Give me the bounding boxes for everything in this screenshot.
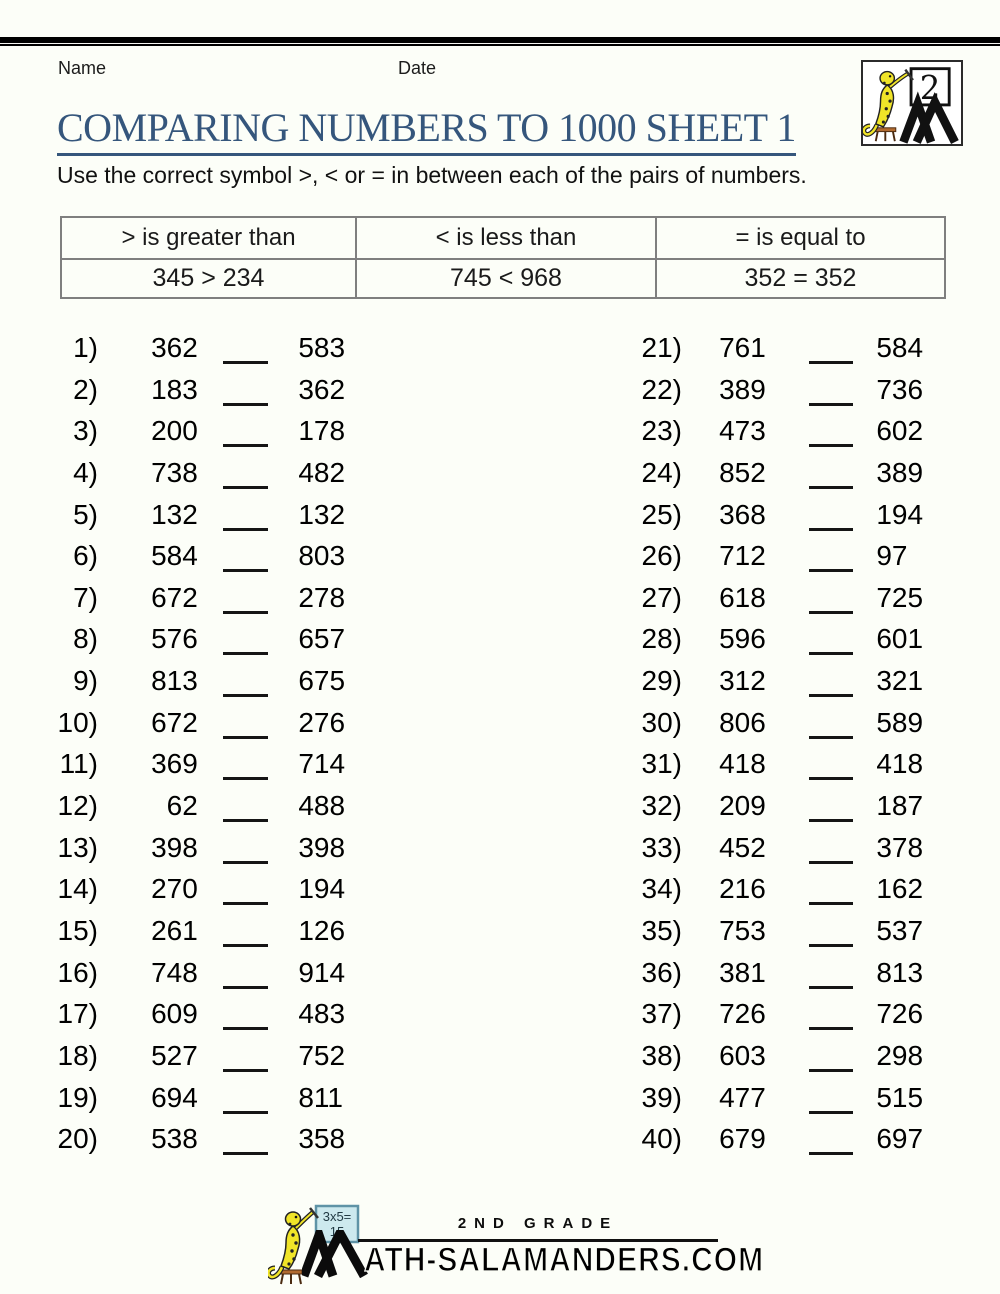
first-number: 183 (151, 373, 198, 405)
problem-row (38, 785, 345, 827)
answer-blank-line (223, 999, 268, 1030)
second-number: 697 (876, 1123, 924, 1155)
problem-number-label: 34) (641, 873, 682, 905)
problem-row (622, 827, 923, 869)
first-number: 538 (151, 1123, 198, 1155)
problem-row (38, 910, 345, 952)
first-number: 368 (719, 498, 766, 530)
first-number: 398 (151, 831, 198, 863)
grade-2-logo (861, 60, 963, 146)
second-number: 736 (876, 373, 924, 405)
second-number: 298 (876, 1039, 924, 1071)
problem-row (622, 868, 923, 910)
answer-blank-line (809, 500, 853, 531)
problem-number-label: 30) (641, 706, 682, 738)
instruction-text: Use the correct symbol >, < or = in between each of the pairs of numbers. (57, 162, 807, 188)
answer-blank-line (223, 916, 268, 947)
second-number: 601 (876, 623, 924, 655)
first-number: 761 (719, 332, 766, 363)
problem-row (622, 1035, 923, 1077)
answer-blank-line (809, 958, 853, 989)
first-number: 738 (151, 456, 198, 488)
footer-m-letter-icon (302, 1230, 368, 1278)
first-number: 726 (719, 998, 766, 1030)
problem-number-label: 16) (57, 956, 98, 988)
answer-blank-line (223, 749, 268, 780)
problem-number-label: 10) (57, 706, 98, 738)
problem-row (38, 743, 345, 785)
problem-row (622, 369, 923, 411)
answer-blank-line (223, 1041, 268, 1072)
problem-row (622, 993, 923, 1035)
name-field-label: Name (58, 58, 107, 78)
answer-blank-line (809, 708, 853, 739)
second-number: 714 (298, 748, 346, 780)
answer-blank-line (809, 624, 853, 655)
problem-row (38, 535, 345, 577)
problem-row (622, 660, 923, 702)
first-number: 618 (719, 581, 766, 613)
problem-number-label: 11) (59, 748, 98, 780)
second-number: 276 (298, 706, 346, 738)
problem-number-label: 9) (73, 665, 98, 697)
problem-row (38, 1118, 345, 1160)
second-number: 278 (298, 581, 346, 613)
problem-row (622, 494, 923, 536)
problem-number-label: 15) (57, 914, 98, 946)
problem-row (622, 702, 923, 744)
second-number: 725 (876, 581, 924, 613)
page-title-text: COMPARING NUMBERS TO 1000 SHEET 1 (57, 104, 796, 156)
footer-sign-line2: 15 (329, 1224, 345, 1239)
problem-row (38, 1077, 345, 1119)
problem-row (38, 868, 345, 910)
second-number: 482 (298, 456, 346, 488)
footer-sign-line1: 3x5= (322, 1209, 352, 1224)
problem-number-label: 28) (641, 623, 682, 655)
date-field-label: Date (398, 58, 437, 78)
first-number: 261 (151, 914, 198, 946)
problem-number-label: 31) (641, 748, 682, 780)
legend-example-row (61, 259, 945, 298)
problem-row (622, 952, 923, 994)
problem-row (622, 535, 923, 577)
answer-blank-line (223, 541, 268, 572)
first-number: 694 (151, 1081, 198, 1113)
example-less-than: 745 < 968 (356, 259, 656, 298)
second-number: 811 (298, 1081, 343, 1113)
problem-number-label: 21) (641, 332, 682, 363)
answer-blank-line (223, 833, 268, 864)
example-greater-than: 345 > 234 (61, 259, 356, 298)
problem-number-label: 18) (57, 1039, 98, 1071)
problem-number-label: 1) (73, 332, 98, 363)
answer-blank-line (809, 999, 853, 1030)
footer-site-name: ATH-SALAMANDERS.COM (364, 1241, 765, 1279)
problem-number-label: 26) (641, 540, 682, 572)
answer-blank-line (809, 666, 853, 697)
problem-row (38, 410, 345, 452)
answer-blank-line (809, 541, 853, 572)
first-number: 312 (719, 665, 766, 697)
second-number: 584 (876, 332, 924, 363)
problem-row (38, 452, 345, 494)
first-number: 418 (719, 748, 766, 780)
answer-blank-line (809, 791, 853, 822)
problem-number-label: 5) (73, 498, 98, 530)
second-number: 358 (298, 1123, 346, 1155)
problem-row (38, 827, 345, 869)
first-number: 362 (151, 332, 198, 363)
answer-blank-line (223, 500, 268, 531)
answer-blank-line (809, 583, 853, 614)
problem-row (622, 743, 923, 785)
problem-number-label: 6) (73, 540, 98, 572)
first-number: 813 (151, 665, 198, 697)
problem-row (622, 618, 923, 660)
second-number: 914 (298, 956, 346, 988)
answer-blank-line (809, 1083, 853, 1114)
first-number: 852 (719, 456, 766, 488)
first-number: 209 (719, 790, 766, 822)
second-number: 752 (298, 1039, 346, 1071)
answer-blank-line (223, 1124, 268, 1155)
first-number: 576 (151, 623, 198, 655)
second-number: 187 (876, 790, 924, 822)
first-number: 712 (719, 540, 766, 572)
problems-column-left (38, 327, 345, 1160)
first-number: 369 (151, 748, 198, 780)
problem-number-label: 19) (57, 1081, 98, 1113)
legend-equal-to: = is equal to (656, 217, 945, 259)
problem-number-label: 25) (641, 498, 682, 530)
problem-number-label: 2) (73, 373, 98, 405)
answer-blank-line (809, 1124, 853, 1155)
first-number: 748 (151, 956, 198, 988)
problem-row (38, 952, 345, 994)
second-number: 726 (876, 998, 924, 1030)
answer-blank-line (809, 458, 853, 489)
logo-m-letter (903, 102, 954, 142)
answer-blank-line (223, 791, 268, 822)
first-number: 672 (151, 706, 198, 738)
answer-blank-line (809, 749, 853, 780)
answer-blank-line (223, 458, 268, 489)
legend-header-row (61, 217, 945, 259)
first-number: 200 (151, 415, 198, 447)
problems-column-right (622, 327, 923, 1160)
problem-number-label: 12) (57, 790, 98, 822)
first-number: 609 (151, 998, 198, 1030)
problem-number-label: 22) (641, 373, 682, 405)
problem-number-label: 36) (641, 956, 682, 988)
second-number: 483 (298, 998, 346, 1030)
second-number: 657 (298, 623, 346, 655)
answer-blank-line (223, 583, 268, 614)
answer-blank-line (223, 1083, 268, 1114)
first-number: 477 (719, 1081, 766, 1113)
second-number: 488 (298, 790, 346, 822)
problem-row (38, 1035, 345, 1077)
first-number: 62 (166, 790, 198, 822)
problem-number-label: 4) (73, 456, 98, 488)
problem-number-label: 23) (641, 415, 682, 447)
problem-number-label: 39) (641, 1081, 682, 1113)
first-number: 381 (719, 956, 766, 988)
second-number: 515 (876, 1081, 924, 1113)
problem-number-label: 17) (57, 998, 98, 1030)
problem-row (38, 702, 345, 744)
problem-number-label: 13) (57, 831, 98, 863)
first-number: 270 (151, 873, 198, 905)
first-number: 389 (719, 373, 766, 405)
answer-blank-line (223, 708, 268, 739)
problem-number-label: 29) (641, 665, 682, 697)
page-title (57, 104, 796, 156)
second-number: 194 (876, 498, 924, 530)
problem-number-label: 35) (641, 914, 682, 946)
problem-number-label: 40) (641, 1123, 682, 1155)
first-number: 806 (719, 706, 766, 738)
first-number: 584 (151, 540, 198, 572)
answer-blank-line (809, 375, 853, 406)
second-number: 321 (876, 665, 924, 697)
second-number: 537 (876, 914, 924, 946)
answer-blank-line (223, 375, 268, 406)
problem-row (622, 1077, 923, 1119)
second-number: 803 (298, 540, 346, 572)
answer-blank-line (223, 874, 268, 905)
problem-number-label: 37) (641, 998, 682, 1030)
problem-row (622, 1118, 923, 1160)
second-number: 97 (876, 540, 908, 572)
answer-blank-line (809, 833, 853, 864)
problem-number-label: 7) (73, 581, 98, 613)
problem-number-label: 27) (641, 581, 682, 613)
second-number: 362 (298, 373, 346, 405)
second-number: 194 (298, 873, 346, 905)
salamander-grade-logo-icon (863, 62, 961, 144)
second-number: 675 (298, 665, 346, 697)
problem-row (38, 618, 345, 660)
problem-row (38, 494, 345, 536)
problem-row (622, 452, 923, 494)
legend-greater-than: > is greater than (61, 217, 356, 259)
problem-row (622, 910, 923, 952)
answer-blank-line (809, 874, 853, 905)
answer-blank-line (809, 916, 853, 947)
second-number: 132 (298, 498, 346, 530)
symbol-legend-table (60, 216, 946, 299)
legend-less-than: < is less than (356, 217, 656, 259)
first-number: 753 (719, 914, 766, 946)
answer-blank-line (809, 416, 853, 447)
answer-blank-line (223, 416, 268, 447)
problem-row (38, 327, 345, 369)
second-number: 162 (876, 873, 924, 905)
second-number: 589 (876, 706, 924, 738)
first-number: 452 (719, 831, 766, 863)
problem-number-label: 14) (57, 873, 98, 905)
first-number: 132 (151, 498, 198, 530)
answer-blank-line (223, 333, 268, 364)
first-number: 473 (719, 415, 766, 447)
problem-number-label: 20) (57, 1123, 98, 1155)
problem-number-label: 24) (641, 456, 682, 488)
problem-row (622, 785, 923, 827)
first-number: 527 (151, 1039, 198, 1071)
footer-grade-text: 2ND GRADE (457, 1215, 619, 1232)
second-number: 378 (876, 831, 924, 863)
answer-blank-line (223, 624, 268, 655)
example-equal-to: 352 = 352 (656, 259, 945, 298)
second-number: 398 (298, 831, 346, 863)
top-divider-bar (0, 37, 1000, 46)
answer-blank-line (223, 666, 268, 697)
problem-number-label: 38) (641, 1039, 682, 1071)
first-number: 216 (719, 873, 766, 905)
problem-row (622, 327, 923, 369)
first-number: 603 (719, 1039, 766, 1071)
problem-row (38, 577, 345, 619)
problem-row (38, 993, 345, 1035)
problem-row (622, 410, 923, 452)
problem-row (622, 577, 923, 619)
first-number: 679 (719, 1123, 766, 1155)
first-number: 672 (151, 581, 198, 613)
second-number: 602 (876, 415, 924, 447)
second-number: 178 (298, 415, 346, 447)
answer-blank-line (223, 958, 268, 989)
second-number: 389 (876, 456, 924, 488)
second-number: 813 (876, 956, 924, 988)
answer-blank-line (809, 333, 853, 364)
second-number: 583 (298, 332, 346, 363)
problem-number-label: 32) (641, 790, 682, 822)
answer-blank-line (809, 1041, 853, 1072)
problem-number-label: 8) (73, 623, 98, 655)
problem-row (38, 369, 345, 411)
second-number: 126 (298, 914, 346, 946)
problem-row (38, 660, 345, 702)
problem-number-label: 33) (641, 831, 682, 863)
second-number: 418 (876, 748, 924, 780)
problem-number-label: 3) (73, 415, 98, 447)
first-number: 596 (719, 623, 766, 655)
logo-grade-number: 2 (919, 69, 941, 108)
